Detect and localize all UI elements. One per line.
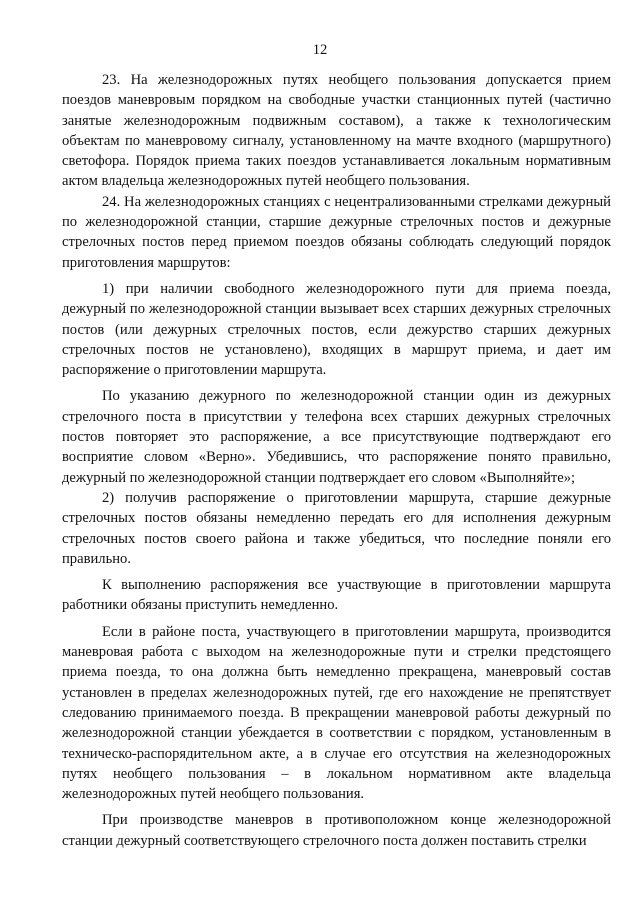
- body-text: [62, 70, 611, 851]
- paragraph-24: 24. На железнодорожных станциях с нецентрализованными стрелками дежурный по железнодорожной станции, старшие дежурные стрелочных постов и дежурные стрелочных постов перед приемом поездов обязаны соблюдать следующий порядок приготовления маршрутов:: [62, 193, 611, 271]
- paragraph-shunting-stop: Если в районе поста, участвующего в приготовлении маршрута, производится маневровая работа с выходом на железнодорожные пути и стрелки предстоящего приема поезда, то она должна быть немедленно прекращена, маневровый состав установлен в пределах железнодорожных путей, где его нахождение не препятствует следованию принимаемого поезда. В прекращении маневровой работы дежурный по железнодорожной станции убеждается в соответствии с порядком, установленным в техническо-распорядительном акте, а в случае его отсутствия на железнодорожных путях необщего пользования – в локальном нормативном акте владельца железнодорожных путей необщего пользования.: [62, 623, 611, 803]
- paragraph-item-2: 2) получив распоряжение о приготовлении маршрута, старшие дежурные стрелочных постов обязаны немедленно передать его для исполнения дежурным стрелочных постов своего района и также убедиться, что последние поняли его правильно.: [62, 489, 611, 567]
- page-number: 12: [312, 42, 328, 58]
- paragraph-confirmation: По указанию дежурного по железнодорожной станции один из дежурных стрелочного поста в присутствии у телефона всех старших дежурных стрелочных постов повторяет это распоряжение, а все присутствующие подтверждают его восприятие словом «Верно». Убедившись, что распоряжение понято правильно, дежурный по железнодорожной станции подтверждает его словом «Выполняйте»;: [62, 388, 611, 486]
- paragraph-shunting-opposite: При производстве маневров в противоположном конце железнодорожной станции дежурный соответствующего стрелочного поста должен поставить стрелки: [62, 812, 611, 849]
- paragraph-execution: К выполнению распоряжения все участвующие в приготовлении маршрута работники обязаны приступить немедленно.: [62, 577, 611, 614]
- paragraph-item-1: 1) при наличии свободного железнодорожного пути для приема поезда, дежурный по железнодорожной станции вызывает всех старших дежурных стрелочных постов (или дежурных стрелочных постов, если дежурство старших дежурных стрелочных постов не установлено), входящих в маршрут приема, и дает им распоряжение о приготовлении маршрута.: [62, 280, 611, 379]
- paragraph-23: 23. На железнодорожных путях необщего пользования допускается прием поездов маневровым порядком на свободные участки станционных путей (частично занятые железнодорожным подвижным составом), а также к технологическим объектам по маневровому сигналу, установленному на мачте входного (маршрутного) светофора. Порядок приема таких поездов устанавливается локальным нормативным актом владельца железнодорожных путей необщего пользования.: [62, 72, 611, 190]
